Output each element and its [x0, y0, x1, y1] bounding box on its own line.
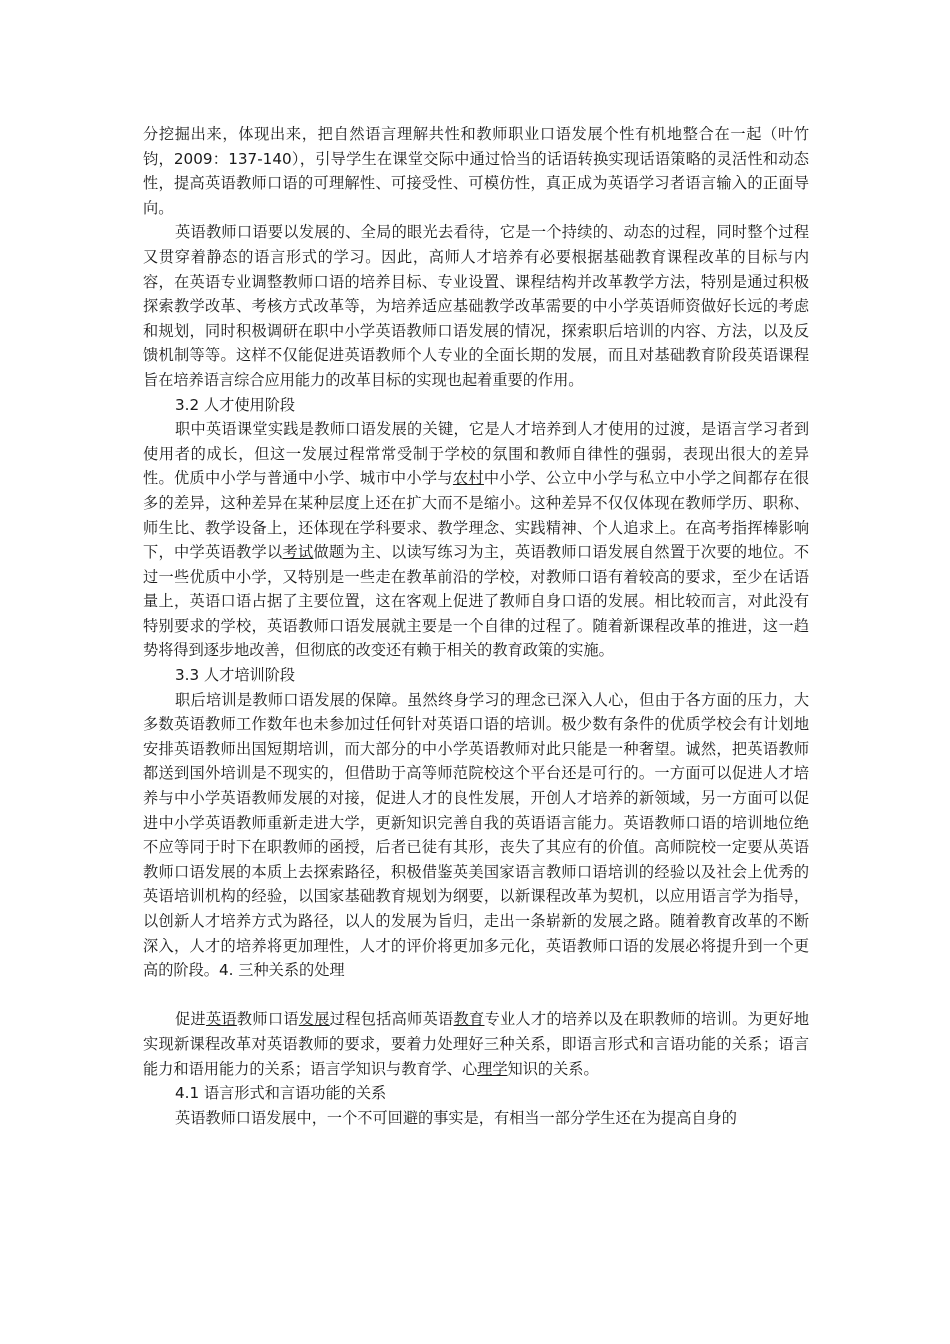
- paragraph-talent-use: [143, 417, 809, 663]
- section-heading-4: 4. 三种关系的处理: [218, 961, 345, 980]
- paragraph-text: 过程包括高师英语: [329, 1010, 454, 1029]
- link-english[interactable]: 英语: [205, 1010, 237, 1029]
- paragraph-intro: 分挖掘出来，体现出来，把自然语言理解共性和教师职业口语发展个性有机地整合在一起（叶竹钧，2009：137-140），引导学生在课堂交际中通过恰当的话语转换实现话语策略的灵活性和动态性，提高英语教师口语的可理解性、可接受性、可模仿性，真正成为英语学习者语言输入的正面导向。: [143, 125, 809, 217]
- paragraph-three-relations: [143, 1007, 809, 1081]
- link-psychology[interactable]: 理学: [477, 1059, 508, 1078]
- paragraph-form-function: 英语教师口语发展中，一个不可回避的事实是，有相当一部分学生还在为提高自身的: [175, 1108, 737, 1127]
- section-heading-3-2: 3.2 人才使用阶段: [175, 395, 296, 414]
- paragraph-text: 职后培训是教师口语发展的保障。虽然终身学习的理念已深入人心，但由于各方面的压力，大多数英语教师工作数年也未参加过任何针对英语口语的培训。极少数有条件的优质学校会有计划地安排英语教师出国短期培训，而大部分的中小学英语教师对此只能是一种奢望。诚然，把英语教师都送到国外培训是不现实的，但借助于高等师范院校这个平台还是可行的。一方面可以促进人才培养与中小学英语教师发展的对接，促进人才的良性发展，开创人才培养的新领域，另一方面可以促进中小学英语教师重新走进大学，更新知识完善自我的英语语言能力。英语教师口语的培训地位绝不应等同于时下在职教师的函授，后者已徒有其形，丧失了其应有的价值。高师院校一定要从英语教师口语发展的本质上去探索路径，积极借鉴英美国家语言教师口语培训的经验以及社会上优秀的英语培训机构的经验，以国家基础教育规划为纲要，以新课程改革为契机，以应用语言学为指导，以创新人才培养方式为路径，以人的发展为旨归，走出一条崭新的发展之路。随着教育改革的不断深入，人才的培养将更加理性，人才的评价将更加多元化，英语教师口语的发展必将提升到一个更高的阶段。: [143, 690, 809, 980]
- paragraph-talent-training: [143, 688, 809, 983]
- blank-line: [143, 983, 809, 1008]
- link-exam[interactable]: 考试: [282, 543, 314, 562]
- section-heading-4-1: 4.1 语言形式和言语功能的关系: [175, 1084, 387, 1103]
- paragraph-text: 做题为主、以读写练习为主，英语教师口语发展自然置于次要的地位。不过一些优质中小学，又特别是一些走在教革前沿的学校，对教师口语有着较高的要求，至少在话语量上，英语口语占据了主要位置，这在客观上促进了教师自身口语的发展。相比较而言，对此没有特别要求的学校，英语教师口语发展就主要是一个自律的过程了。随着新课程改革的推进，这一趋势将得到逐步地改善，但彻底的改变还有赖于相关的教育政策的实施。: [143, 543, 810, 660]
- paragraph-text: 教师口语: [236, 1010, 299, 1029]
- link-development[interactable]: 发展: [298, 1010, 330, 1029]
- section-heading-3-3: 3.3 人才培训阶段: [175, 666, 296, 685]
- paragraph-text: 促进: [175, 1010, 206, 1029]
- paragraph-text: 专业人才的培养以及在职教师的培训。为更好地实现新课程改革对英语教师的要求，要着力处理好三种关系，即语言形式和言语功能的关系；语言能力和语用能力的关系；语言学知识与教育学、心: [143, 1010, 810, 1078]
- paragraph-teacher-oral-development: 英语教师口语要以发展的、全局的眼光去看待，它是一个持续的、动态的过程，同时整个过程又贯穿着静态的语言形式的学习。因此，高师人才培养有必要根据基础教育课程改革的目标与内容，在英语专业调整教师口语的培养目标、专业设置、课程结构并改革教学方法，特别是通过积极探索教学改革、考核方式改革等，为培养适应基础教学改革需要的中小学英语师资做好长远的考虑和规划，同时积极调研在职中小学英语教师口语发展的情况，探索职后培训的内容、方法，以及反馈机制等等。这样不仅能促进英语教师个人专业的全面长期的发展，而且对基础教育阶段英语课程旨在培养语言综合应用能力的改革目标的实现也起着重要的作用。: [143, 223, 809, 389]
- link-rural[interactable]: 农村: [452, 469, 484, 488]
- paragraph-text: 知识的关系。: [507, 1059, 599, 1078]
- link-education[interactable]: 教育: [453, 1010, 485, 1029]
- document-page: [143, 122, 809, 1130]
- paragraph-text: 职中英语课堂实践是教师口语发展的关键，它是人才培养到人才使用的过渡，是语言学习者到使用者的成长，但这一发展过程常常受制于学校的氛围和教师自律性的强弱，表现出很大的差异性。优质中小学与普通中小学、城市中小学与: [143, 420, 809, 488]
- paragraph-text: 中小学、公立中小学与私立中小学之间都存在很多的差异，这种差异在某种层度上还在扩大而不是缩小。这种差异不仅仅体现在教师学历、职称、师生比、教学设备上，还体现在学科要求、教学理念、实践精神、个人追求上。在高考指挥棒影响下，中学英语教学以: [143, 469, 810, 562]
